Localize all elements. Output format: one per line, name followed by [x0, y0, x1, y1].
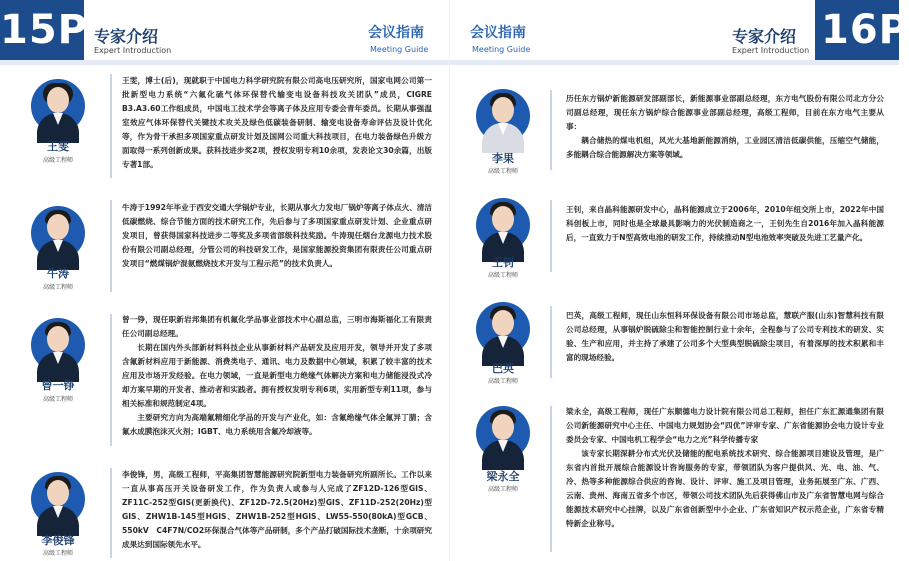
portrait-photo — [31, 472, 85, 526]
expert-bio: 历任东方锅炉新能源研发部副部长，新能源事业部副总经理，东方电气股份有限公司北方分公司副总经理，现任东方锅炉综合能源事业部副总经理，高级工程师，目前在东方电气主要从事： 耦合储热的煤电机组，风光大基地新能源消纳，工业园区清洁低碳供能，压缩空气储能，多能耦合综合能源解决方案等领域。 — [566, 94, 884, 159]
expert-bio: 王钊，来自晶科能源研发中心，晶科能源成立于2006年，2010年纽交所上市，2022年中国科创板上市，同时也是全球最具影响力的光伏制造商之一，王钊先生自2016年加入晶科能源后，一直致力于N型高效电池的研发工作，持续推动N型电池效率突破及先进工艺量产化。 — [566, 205, 884, 242]
right-page — [450, 0, 909, 561]
expert-bio: 曾一铮，现任职新岩邦集团有机氟化学品事业部技术中心副总监，三明市海斯福化工有限责任公司副总经理。 长期在国内外头部新材料科技企业从事新材料产品研发及应用开发，领导并开发了多项含氟新材料应用于新能源、消费类电子、通讯、电力及数据中心领域，积累了较丰富的技术应用及市场开发经验。在电力领域，一直是新型电力绝缘气体解决方案和电力储能浸没式冷却方案早期的开发者、推动者和实践者。拥有授权发明专利6项，实用新型专利11项，参与相关标准和规范制定4项。 主要研究方向为高端氟精细化学品的开发与产业化，如：含氟绝缘气体全氟异丁腈；含氟水成膜泡沫灭火剂；IGBT、电力系统用含氟冷却液等。 — [122, 315, 432, 436]
guide-title: 会议指南 — [368, 25, 424, 41]
expert-bio: 巴英，高级工程师，现任山东恒科环保设备有限公司市场总监，慧联产服(山东)智慧科技有限公司总经理，从事锅炉脱硫除尘和智能控制行业十余年，全程参与了公司专利技术的研发、实验、生产和应用，并主持了承建了公司多个大型典型脱硫除尘项目，有着深厚的技术积累和丰富的现场经验。 — [566, 311, 884, 362]
portrait-photo — [31, 79, 85, 133]
expert-name: 王雯 — [47, 140, 69, 153]
expert-name: 牛涛 — [47, 267, 69, 280]
bio-accent-bar — [550, 306, 552, 378]
expert-role: 高级工程师 — [42, 396, 73, 403]
expert-role: 高级工程师 — [487, 168, 518, 175]
page-number-badge: 15P — [0, 0, 84, 60]
bio-accent-bar — [110, 314, 112, 446]
bio-accent-bar — [550, 90, 552, 170]
expert-name: 王钊 — [492, 256, 514, 269]
section-title: 专家介绍 — [732, 27, 797, 46]
expert-role: 高级工程师 — [42, 157, 73, 164]
expert-role: 高级工程师 — [42, 284, 73, 291]
expert-bio: 李俊锋，男，高级工程师，平高集团智慧能源研究院新型电力装备研究所副所长。工作以来一直从事高压开关设备研发工作，作为负责人或参与人完成了ZF12D-126型GIS、ZF11C-252型GIS(更新换代)、ZF12D-72.5(20Hz)型GIS、ZF11D-252(20Hz)型GIS、ZHW1B-145型HGIS、ZHW1B-252型HGIS、LW55-550(80kA)型GCB、550kV C4F7N/CO2环保混合气体等产品研制，多个产品打破国际技术垄断，十余项研究成果达到国际领先水平。 — [122, 470, 432, 549]
expert-role: 高级工程师 — [487, 486, 518, 493]
guide-subtitle: Meeting Guide — [472, 45, 531, 54]
expert-name: 李果 — [492, 152, 514, 165]
bio-accent-bar — [550, 200, 552, 272]
guide-subtitle: Meeting Guide — [370, 45, 429, 54]
expert-bio: 梁永全，高级工程师，现任广东顺德电力设计院有限公司总工程师，担任广东汇源通集团有限公司新能源研究中心主任、中国电力规划协会“四优”评审专家、广东省能源协会电力设计专业委员会专家、中国电机工程学会“电力之光”科学传播专家 该专家长期深耕分布式光伏及储能的配电系统技术研究、综合能源项目建设及管理，是广东省内首批开展综合能源设计咨询服务的专家，带领团队为客户提供风、光、电、油、气、冷、热等多种能源综合供应的咨询、设计、评审、施工及项目管理，业务拓展至广东、广西、云南、贵州、海南五省多个市区，带领公司技术团队先后获得佛山市及广东省智慧电网与综合能源技术研究中心挂牌，以及广东省创新型中小企业、广东省知识产权示范企业，广东省专精特新企业称号。 — [566, 407, 884, 528]
bio-accent-bar — [110, 200, 112, 292]
expert-name: 巴英 — [492, 362, 514, 375]
section-subtitle: Expert Introduction — [732, 46, 810, 55]
bio-accent-bar — [550, 406, 552, 552]
page-number-badge: 16P — [815, 0, 899, 60]
expert-role: 高级工程师 — [42, 550, 73, 557]
portrait-photo — [476, 89, 530, 143]
portrait-photo — [31, 206, 85, 260]
expert-name: 曾一铮 — [41, 379, 75, 392]
header-divider — [0, 60, 449, 65]
portrait-photo — [31, 318, 85, 372]
expert-role: 高级工程师 — [487, 378, 518, 385]
expert-role: 高级工程师 — [487, 272, 518, 279]
section-subtitle: Expert Introduction — [94, 46, 172, 55]
portrait-photo — [476, 406, 530, 460]
bio-accent-bar — [110, 468, 112, 558]
expert-name: 李俊锋 — [41, 534, 75, 547]
portrait-photo — [476, 198, 530, 252]
section-title: 专家介绍 — [94, 27, 159, 46]
expert-bio: 牛涛于1992年毕业于西安交通大学锅炉专业，长期从事火力发电厂锅炉等离子体点火、清洁低碳燃烧、综合节能方面的技术研究工作，先后参与了多项国家重点研发计划、企业重点研发项目，曾获得国家科技进步二等奖及多项省部级科技奖励。牛涛现任烟台龙源电力技术股份有限公司副总经理，分管公司的科技研发工作，是国家能源投资集团有限责任公司重点研发项目“燃煤锅炉混氨燃烧技术开发与工程示范”的技术负责人。 — [122, 203, 432, 268]
header-divider — [450, 60, 899, 65]
guide-title: 会议指南 — [470, 25, 526, 41]
expert-bio: 王雯，博士(后)，现就职于中国电力科学研究院有限公司高电压研究所，国家电网公司第一批新型电力系统“六氟化硫气体环保替代输变电设备科技攻关团队”成员，CIGRE B3.A3.60工作组成员，中国电工技术学会等离子体及应用专委会青年委员。长期从事强温室效应气体环保替代关键技术攻关及绿色低碳装备研制、输变电设备寿命评估及设计优化等，作为骨干承担多项国家重点研发计划及国网公司重大科技项目，在电力装备绿色升级方面取得一系列创新成果。获科技进步奖2项，授权发明专利10余项，发表论文30余篇，出版专著1部。 — [122, 76, 432, 169]
left-page — [0, 0, 449, 561]
bio-accent-bar — [110, 74, 112, 178]
portrait-photo — [476, 302, 530, 356]
expert-name: 梁永全 — [486, 470, 520, 483]
